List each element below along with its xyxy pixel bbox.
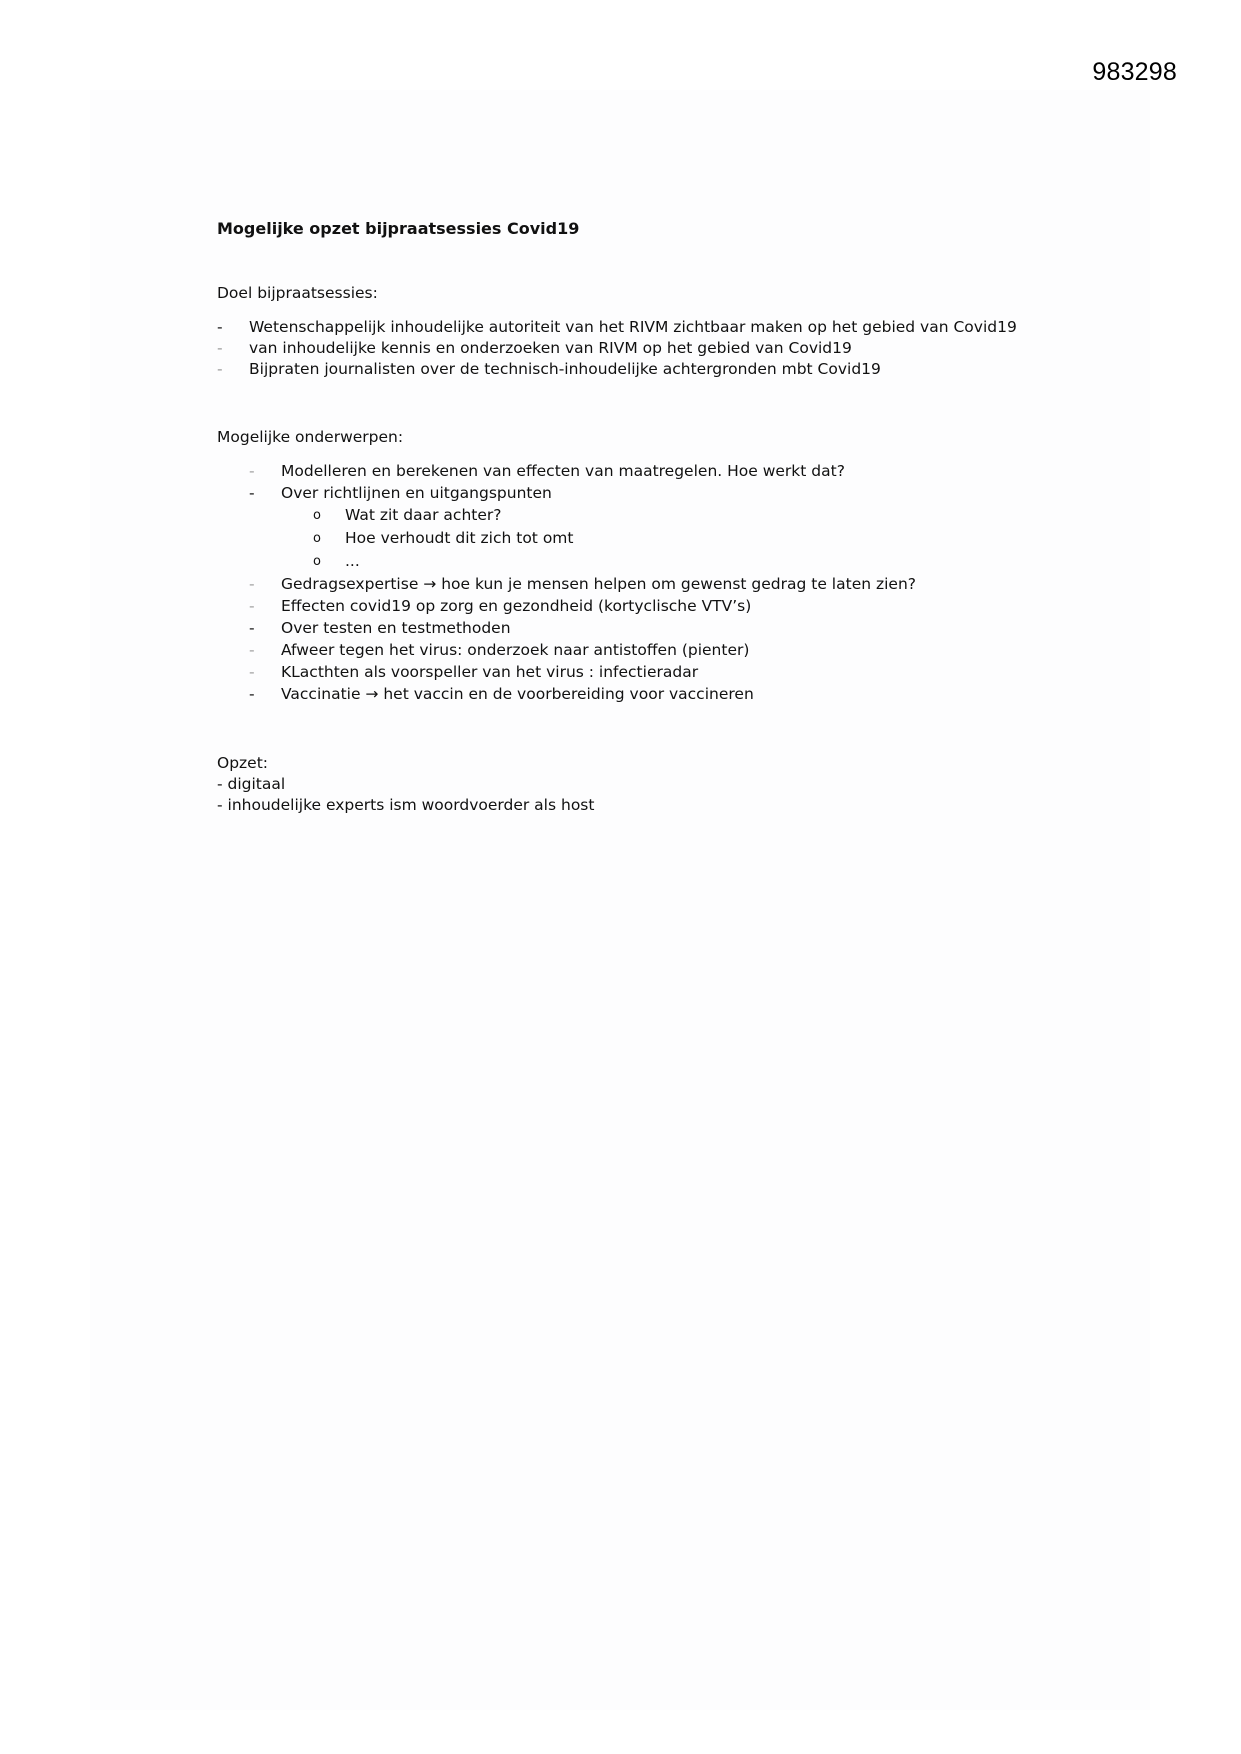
dash-bullet: -	[249, 663, 255, 681]
list-item	[249, 596, 1037, 617]
document-body	[217, 218, 1037, 816]
list-item	[249, 461, 1037, 482]
doel-item-text: van inhoudelijke kennis en onderzoeken van RIVM op het gebied van Covid19	[249, 339, 852, 357]
sub-list-item	[313, 528, 1037, 549]
onderwerp-item-text: Over richtlijnen en uitgangspunten	[281, 484, 552, 502]
onderwerp-item-text: Vaccinatie → het vaccin en de voorbereiding voor vaccineren	[281, 685, 754, 703]
list-item	[249, 574, 1037, 595]
onderwerp-item-text: KLacthten als voorspeller van het virus : infectieradar	[281, 663, 699, 681]
circle-bullet: o	[313, 554, 321, 569]
onderwerp-item-text: Afweer tegen het virus: onderzoek naar antistoffen (pienter)	[281, 641, 750, 659]
dash-bullet: -	[249, 462, 255, 480]
sub-list-item	[313, 505, 1037, 526]
list-item	[217, 359, 1037, 380]
list-item	[249, 483, 1037, 572]
onderwerp-item-text: Effecten covid19 op zorg en gezondheid (kortyclische VTV’s)	[281, 597, 752, 615]
sub-list-item	[313, 551, 1037, 572]
dash-bullet: -	[217, 339, 223, 357]
dash-bullet: -	[249, 575, 255, 593]
doel-item-text: Wetenschappelijk inhoudelijke autoriteit van het RIVM zichtbaar maken op het gebied van Covid19	[249, 318, 1017, 336]
doel-heading: Doel bijpraatsessies:	[217, 284, 378, 302]
dash-bullet: -	[249, 484, 255, 502]
list-item	[249, 640, 1037, 661]
sub-item-text: Wat zit daar achter?	[345, 506, 502, 524]
circle-bullet: o	[313, 531, 321, 546]
list-item	[249, 662, 1037, 683]
dash-bullet: -	[249, 641, 255, 659]
onderwerp-item-text: Gedragsexpertise → hoe kun je mensen helpen om gewenst gedrag te laten zien?	[281, 575, 917, 593]
list-item	[249, 618, 1037, 639]
dash-bullet: -	[217, 318, 223, 336]
list-item	[249, 684, 1037, 705]
list-item	[217, 338, 1037, 359]
opzet-heading: Opzet:	[217, 754, 269, 772]
document-title: Mogelijke opzet bijpraatsessies Covid19	[217, 219, 580, 238]
dash-bullet: -	[249, 685, 255, 703]
richtlijnen-sublist	[281, 505, 1037, 572]
circle-bullet: o	[313, 508, 321, 523]
doel-list	[217, 317, 1037, 380]
onderwerpen-heading: Mogelijke onderwerpen:	[217, 428, 404, 446]
onderwerp-item-text: Over testen en testmethoden	[281, 619, 511, 637]
doel-item-text: Bijpraten journalisten over de technisch-inhoudelijke achtergronden mbt Covid19	[249, 360, 881, 378]
opzet-line: - inhoudelijke experts ism woordvoerder als host	[217, 796, 595, 814]
document-id-number: 983298	[1092, 58, 1177, 86]
onderwerp-item-text: Modelleren en berekenen van effecten van maatregelen. Hoe werkt dat?	[281, 462, 845, 480]
dash-bullet: -	[249, 619, 255, 637]
dash-bullet: -	[249, 597, 255, 615]
dash-bullet: -	[217, 360, 223, 378]
sub-item-text: Hoe verhoudt dit zich tot omt	[345, 529, 574, 547]
list-item	[217, 317, 1037, 338]
onderwerpen-list	[217, 461, 1037, 705]
sub-item-text: ...	[345, 552, 360, 570]
opzet-line: - digitaal	[217, 775, 286, 793]
